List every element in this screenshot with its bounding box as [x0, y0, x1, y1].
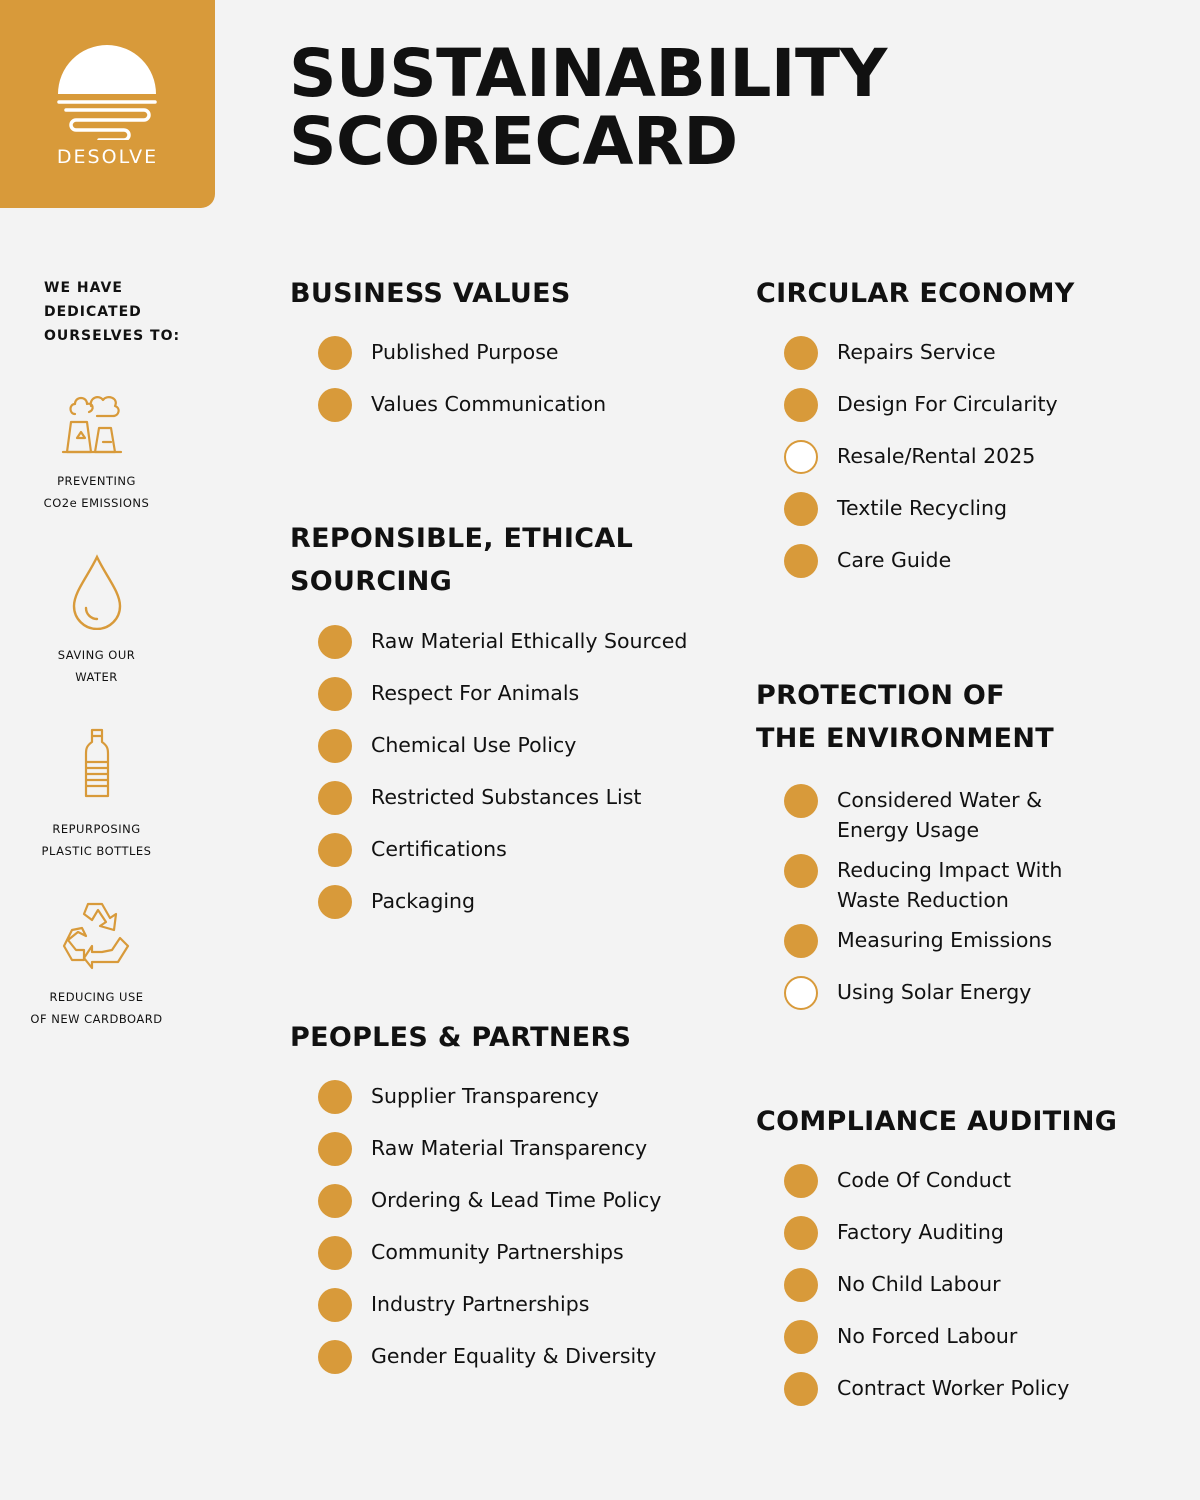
- section-title-line: CIRCULAR ECONOMY: [756, 278, 1075, 309]
- scorecard-item: [756, 925, 1062, 977]
- commitment-label-line: OF NEW CARDBOARD: [30, 1012, 163, 1026]
- achieved-dot-icon: [318, 1132, 352, 1166]
- scorecard-item: [290, 389, 606, 441]
- scorecard-item-label: Design For Circularity: [837, 392, 1058, 416]
- achieved-dot-icon: [784, 336, 818, 370]
- section-title-line: COMPLIANCE AUDITING: [756, 1106, 1118, 1137]
- scorecard-item-label: Reducing Impact With: [837, 858, 1063, 882]
- achieved-dot-icon: [318, 677, 352, 711]
- scorecard-item: [290, 1289, 661, 1341]
- scorecard-item: [290, 886, 687, 938]
- achieved-dot-icon: [318, 833, 352, 867]
- recycle-icon: [62, 900, 132, 970]
- commitment-cardboard: [0, 900, 193, 1030]
- scorecard-item: [756, 1373, 1117, 1425]
- brand-name: DESOLVE: [56, 146, 159, 168]
- achieved-dot-icon: [784, 388, 818, 422]
- scorecard-item-label: Waste Reduction: [837, 888, 1009, 912]
- scorecard-item-label: Energy Usage: [837, 818, 980, 842]
- achieved-dot-icon: [318, 885, 352, 919]
- scorecard-item: [290, 1237, 661, 1289]
- achieved-dot-icon: [318, 388, 352, 422]
- scorecard-item-label: No Forced Labour: [837, 1324, 1018, 1348]
- section-title-line: BUSINESS VALUES: [290, 278, 571, 309]
- scorecard-item: [290, 1341, 661, 1393]
- scorecard-item-label: Code Of Conduct: [837, 1168, 1012, 1192]
- commitment-label: [0, 644, 193, 688]
- scorecard-list: [290, 626, 687, 938]
- scorecard-item-label: Factory Auditing: [837, 1220, 1004, 1244]
- scorecard-item-label: Certifications: [371, 837, 507, 861]
- scorecard-item-label: Supplier Transparency: [371, 1084, 599, 1108]
- achieved-dot-icon: [784, 492, 818, 526]
- section-title-line: SOURCING: [290, 566, 453, 597]
- scorecard-item: [290, 626, 687, 678]
- commitment-label-line: REPURPOSING: [52, 822, 141, 836]
- achieved-dot-icon: [784, 1164, 818, 1198]
- scorecard-item-label: Contract Worker Policy: [837, 1376, 1070, 1400]
- scorecard-item: [756, 785, 1062, 855]
- plastic-bottle-icon: [82, 728, 112, 800]
- achieved-dot-icon: [784, 1372, 818, 1406]
- scorecard-item-label: Ordering & Lead Time Policy: [371, 1188, 662, 1212]
- achieved-dot-icon: [318, 1080, 352, 1114]
- section-circular-economy: [756, 272, 1075, 597]
- achieved-dot-icon: [784, 1320, 818, 1354]
- pending-circle-icon: [784, 440, 818, 474]
- section-title-line: PEOPLES & PARTNERS: [290, 1022, 632, 1053]
- scorecard-item-label: Published Purpose: [371, 340, 559, 364]
- commitment-label-line: REDUCING USE: [49, 990, 144, 1004]
- title-line-2: SCORECARD: [289, 103, 738, 180]
- scorecard-item-label: Packaging: [371, 889, 476, 913]
- achieved-dot-icon: [318, 1236, 352, 1270]
- scorecard-item: [756, 545, 1075, 597]
- scorecard-item-label: Community Partnerships: [371, 1240, 624, 1264]
- achieved-dot-icon: [318, 729, 352, 763]
- scorecard-item-label: Care Guide: [837, 548, 952, 572]
- scorecard-item: [756, 977, 1062, 1029]
- achieved-dot-icon: [318, 1288, 352, 1322]
- achieved-dot-icon: [784, 854, 818, 888]
- scorecard-item-label: Repairs Service: [837, 340, 996, 364]
- commitment-water: [0, 554, 193, 688]
- water-drop-icon: [70, 554, 124, 630]
- scorecard-item: [290, 730, 687, 782]
- section-business-values: [290, 272, 606, 441]
- achieved-dot-icon: [318, 625, 352, 659]
- scorecard-item: [756, 1269, 1117, 1321]
- commitment-emissions: [0, 384, 193, 514]
- scorecard-item: [756, 1321, 1117, 1373]
- scorecard-item: [290, 834, 687, 886]
- achieved-dot-icon: [784, 924, 818, 958]
- commitment-label: [0, 470, 193, 514]
- scorecard-item: [290, 1081, 661, 1133]
- scorecard-item-label: Restricted Substances List: [371, 785, 642, 809]
- section-title-line: REPONSIBLE, ETHICAL: [290, 523, 634, 554]
- scorecard-item-label: Values Communication: [371, 392, 607, 416]
- achieved-dot-icon: [318, 1184, 352, 1218]
- commitment-plastic: [0, 728, 193, 862]
- section-title: [756, 674, 1062, 760]
- scorecard-item-label: Textile Recycling: [837, 496, 1007, 520]
- scorecard-item-label: Resale/Rental 2025: [837, 444, 1036, 468]
- scorecard-list: [756, 1165, 1117, 1425]
- scorecard-item-label: Gender Equality & Diversity: [371, 1344, 657, 1368]
- section-peoples-partners: [290, 1016, 661, 1393]
- section-title-line: THE ENVIRONMENT: [756, 723, 1055, 754]
- scorecard-item: [756, 337, 1075, 389]
- sunset-logo-icon: [54, 44, 160, 140]
- section-title: [290, 517, 687, 603]
- section-title-line: PROTECTION OF: [756, 680, 1005, 711]
- scorecard-item: [290, 337, 606, 389]
- scorecard-item-label: Respect For Animals: [371, 681, 580, 705]
- scorecard-item-label: Industry Partnerships: [371, 1292, 590, 1316]
- scorecard-item: [756, 855, 1062, 925]
- scorecard-item: [756, 389, 1075, 441]
- title-line-1: SUSTAINABILITY: [289, 35, 887, 112]
- section-title: [290, 272, 606, 315]
- section-title: [756, 272, 1075, 315]
- achieved-dot-icon: [318, 1340, 352, 1374]
- scorecard-item-label: Considered Water &: [837, 788, 1043, 812]
- scorecard-item: [756, 493, 1075, 545]
- scorecard-item: [290, 782, 687, 834]
- page-title: [289, 35, 887, 180]
- commitment-label-line: CO2e EMISSIONS: [43, 496, 150, 510]
- brand-logo: [0, 0, 215, 208]
- scorecard-item-label: No Child Labour: [837, 1272, 1001, 1296]
- achieved-dot-icon: [784, 544, 818, 578]
- scorecard-item-label: Raw Material Ethically Sourced: [371, 629, 688, 653]
- achieved-dot-icon: [318, 336, 352, 370]
- scorecard-item: [756, 441, 1075, 493]
- section-sourcing: [290, 517, 687, 938]
- section-environment: [756, 674, 1062, 1029]
- commitment-label: [0, 986, 193, 1030]
- achieved-dot-icon: [318, 781, 352, 815]
- commitment-label-line: WATER: [75, 670, 118, 684]
- section-title: [290, 1016, 661, 1059]
- achieved-dot-icon: [784, 1216, 818, 1250]
- factory-emissions-icon: [61, 384, 133, 456]
- scorecard-list: [756, 337, 1075, 597]
- sidebar-heading-line: OURSELVES TO:: [44, 328, 181, 344]
- scorecard-item: [290, 1133, 661, 1185]
- sidebar-heading-line: DEDICATED: [44, 304, 142, 320]
- achieved-dot-icon: [784, 1268, 818, 1302]
- scorecard-list: [290, 337, 606, 441]
- commitment-label-line: PLASTIC BOTTLES: [41, 844, 152, 858]
- sidebar-heading-line: WE HAVE: [44, 280, 123, 296]
- section-compliance-auditing: [756, 1100, 1117, 1425]
- scorecard-item-label: Using Solar Energy: [837, 980, 1032, 1004]
- scorecard-item-label: Raw Material Transparency: [371, 1136, 648, 1160]
- commitment-label-line: SAVING OUR: [57, 648, 136, 662]
- scorecard-list: [756, 785, 1062, 1029]
- pending-circle-icon: [784, 976, 818, 1010]
- scorecard-item: [756, 1165, 1117, 1217]
- scorecard-item-label: Measuring Emissions: [837, 928, 1053, 952]
- scorecard-item: [756, 1217, 1117, 1269]
- section-title: [756, 1100, 1117, 1143]
- scorecard-item: [290, 1185, 661, 1237]
- commitment-label: [0, 818, 193, 862]
- achieved-dot-icon: [784, 784, 818, 818]
- scorecard-item: [290, 678, 687, 730]
- scorecard-list: [290, 1081, 661, 1393]
- sidebar-heading: [44, 276, 214, 348]
- scorecard-item-label: Chemical Use Policy: [371, 733, 577, 757]
- commitment-label-line: PREVENTING: [57, 474, 136, 488]
